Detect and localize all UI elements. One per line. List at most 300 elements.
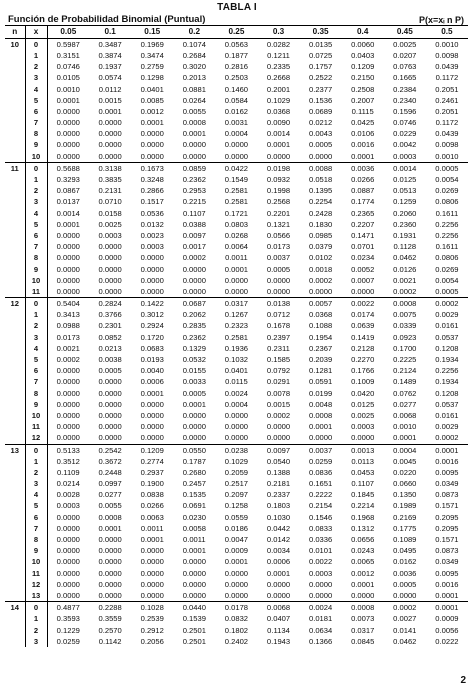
- cell-probability: 0.1539: [182, 614, 206, 624]
- cell-probability: 0.1989: [393, 501, 417, 511]
- cell-probability: 0.0887: [351, 186, 375, 196]
- cell-probability: 0.1998: [266, 186, 291, 196]
- cell-probability: 0.0000: [140, 568, 164, 578]
- cell-probability: 0.0379: [308, 242, 333, 252]
- cell-n: [5, 467, 25, 478]
- cell-probability: 0.0007: [351, 275, 375, 285]
- cell-probability: 0.0000: [98, 388, 122, 398]
- cell-probability: 0.0746: [56, 62, 80, 72]
- cell-probability: 0.0833: [308, 523, 333, 533]
- cell-probability: 0.0029: [435, 422, 459, 432]
- cell-probability: 0.0095: [435, 568, 459, 578]
- cell-probability: 0.0098: [435, 140, 459, 150]
- cell-x: 0: [25, 444, 47, 456]
- cell-probability: 0.0518: [308, 175, 333, 185]
- cell-probability: 0.0001: [426, 444, 468, 456]
- cell-n: [5, 354, 25, 365]
- cell-probability: 0.0439: [435, 129, 459, 139]
- cell-probability: 0.0401: [140, 84, 164, 94]
- cell-probability: 0.0000: [182, 275, 206, 285]
- cell-probability: 0.0004: [224, 399, 249, 409]
- cell-probability: 0.1029: [224, 456, 249, 466]
- cell-probability: 0.1787: [182, 456, 206, 466]
- cell-probability: 0.1774: [351, 197, 375, 207]
- table-row: [5, 456, 468, 467]
- cell-probability: 0.0000: [140, 286, 164, 296]
- cell-probability: 0.5133: [47, 444, 89, 456]
- cell-probability: 0.0045: [393, 456, 417, 466]
- cell-probability: 0.0000: [56, 106, 80, 116]
- cell-probability: 0.0000: [56, 568, 80, 578]
- cell-probability: 0.0000: [56, 140, 80, 150]
- cell-probability: 0.0000: [98, 557, 122, 567]
- cell-probability: 0.0025: [393, 39, 417, 49]
- cell-probability: 0.1535: [182, 490, 206, 500]
- cell-n: [5, 321, 25, 332]
- cell-probability: 0.0689: [308, 106, 333, 116]
- cell-probability: 0.0259: [56, 636, 80, 646]
- cell-probability: 0.0000: [98, 151, 122, 161]
- cell-probability: 0.0011: [225, 253, 248, 263]
- table-row: [5, 478, 468, 489]
- cell-x: 1: [25, 456, 47, 467]
- cell-probability: 0.0000: [56, 264, 80, 274]
- cell-probability: 0.3512: [56, 456, 80, 466]
- cell-probability: 0.0010: [435, 151, 459, 161]
- cell-probability: 0.0000: [140, 546, 164, 556]
- cell-probability: 0.0712: [266, 310, 291, 320]
- cell-probability: 0.0000: [56, 388, 80, 398]
- cell-probability: 0.0000: [98, 377, 122, 387]
- cell-probability: 0.0125: [393, 175, 417, 185]
- cell-probability: 0.1032: [224, 355, 249, 365]
- cell-probability: 0.0002: [426, 298, 468, 310]
- cell-n: [5, 286, 25, 298]
- cell-probability: 0.0005: [266, 264, 291, 274]
- cell-n: [5, 219, 25, 230]
- cell-probability: 0.0001: [182, 546, 206, 556]
- cell-x: 7: [25, 117, 47, 128]
- cell-probability: 0.0000: [98, 118, 122, 128]
- cell-probability: 0.1028: [131, 602, 173, 614]
- cell-probability: 0.2340: [393, 95, 417, 105]
- table-row: [5, 185, 468, 196]
- cell-probability: 0.0000: [140, 275, 164, 285]
- cell-probability: 0.0036: [342, 163, 384, 175]
- table-row: [5, 557, 468, 568]
- cell-probability: 0.0155: [182, 366, 206, 376]
- cell-probability: 0.0259: [308, 456, 333, 466]
- cell-probability: 0.1109: [56, 467, 80, 477]
- cell-n: [5, 490, 25, 501]
- cell-probability: 0.0001: [98, 106, 122, 116]
- table-row: [5, 174, 468, 185]
- cell-n: [5, 230, 25, 241]
- cell-probability: 0.3138: [89, 163, 131, 175]
- cell-probability: 0.0193: [140, 355, 164, 365]
- cell-probability: 0.2097: [224, 490, 249, 500]
- cell-probability: 0.0000: [266, 151, 291, 161]
- cell-probability: 0.2124: [393, 366, 417, 376]
- cell-probability: 0.2222: [308, 490, 333, 500]
- cell-probability: 0.0001: [98, 523, 122, 533]
- cell-x: 8: [25, 388, 47, 399]
- cell-probability: 0.1931: [393, 230, 417, 240]
- cell-probability: 0.0009: [435, 614, 459, 624]
- cell-probability: 0.0033: [182, 377, 206, 387]
- cell-probability: 0.1802: [224, 625, 249, 635]
- cell-probability: 0.1665: [393, 73, 417, 83]
- table-row: [5, 106, 468, 117]
- cell-probability: 0.2539: [140, 614, 164, 624]
- cell-probability: 0.0073: [351, 614, 375, 624]
- cell-probability: 0.1954: [308, 332, 333, 342]
- cell-probability: 0.0000: [56, 118, 80, 128]
- cell-probability: 0.2503: [224, 73, 249, 83]
- cell-probability: 0.3835: [98, 175, 122, 185]
- cell-probability: 0.0199: [308, 388, 333, 398]
- cell-probability: 0.0054: [435, 175, 459, 185]
- cell-probability: 0.0002: [308, 275, 333, 285]
- cell-probability: 0.0014: [266, 129, 291, 139]
- cell-probability: 0.2866: [140, 186, 164, 196]
- table-row: [5, 590, 468, 602]
- cell-probability: 0.0000: [98, 535, 122, 545]
- cell-x: 12: [25, 579, 47, 590]
- cell-probability: 0.0158: [98, 208, 122, 218]
- cell-x: 3: [25, 332, 47, 343]
- cell-n: [5, 545, 25, 556]
- cell-probability: 0.0000: [98, 253, 122, 263]
- cell-probability: 0.2568: [266, 197, 291, 207]
- cell-probability: 0.0000: [98, 590, 122, 600]
- cell-probability: 0.2461: [435, 95, 459, 105]
- cell-probability: 0.0162: [224, 106, 249, 116]
- cell-n: [5, 534, 25, 545]
- table-row: [5, 275, 468, 286]
- cell-n: [5, 264, 25, 275]
- cell-probability: 0.0349: [435, 557, 459, 567]
- table-row: [5, 84, 468, 95]
- cell-probability: 0.2013: [182, 73, 206, 83]
- table-row: [5, 545, 468, 556]
- cell-x: 4: [25, 490, 47, 501]
- cell-probability: 0.0017: [182, 242, 206, 252]
- cell-probability: 0.1757: [308, 62, 333, 72]
- cell-probability: 0.0806: [435, 253, 459, 263]
- cell-probability: 0.0000: [140, 410, 164, 420]
- cell-probability: 0.0132: [140, 219, 164, 229]
- cell-probability: 0.0125: [351, 399, 375, 409]
- cell-probability: 0.0836: [308, 467, 333, 477]
- cell-n: [5, 557, 25, 568]
- cell-probability: 0.2365: [351, 208, 375, 218]
- cell-x: 1: [25, 50, 47, 61]
- cell-n: [5, 241, 25, 252]
- cell-probability: 0.0000: [224, 140, 249, 150]
- cell-probability: 0.3487: [98, 39, 122, 49]
- cell-probability: 0.0634: [308, 625, 333, 635]
- cell-x: 5: [25, 501, 47, 512]
- cell-probability: 0.0213: [98, 343, 122, 353]
- table-row: [5, 399, 468, 410]
- cell-probability: 0.0002: [435, 433, 459, 443]
- cell-x: 7: [25, 523, 47, 534]
- cell-probability: 0.0003: [140, 242, 164, 252]
- table-row: [5, 467, 468, 478]
- cell-probability: 0.0057: [300, 298, 342, 310]
- cell-probability: 0.2816: [224, 62, 249, 72]
- cell-probability: 0.0339: [393, 321, 417, 331]
- cell-n: [5, 523, 25, 534]
- cell-probability: 0.0000: [224, 275, 249, 285]
- cell-probability: 0.0198: [257, 163, 299, 175]
- cell-probability: 0.0001: [266, 140, 291, 150]
- cell-probability: 0.0043: [308, 129, 333, 139]
- cell-probability: 0.0024: [300, 602, 342, 614]
- cell-probability: 0.0881: [182, 84, 206, 94]
- cell-probability: 0.5404: [47, 298, 89, 310]
- cell-probability: 0.0085: [140, 95, 164, 105]
- page-title: TABLA I: [217, 2, 257, 13]
- table-row: [5, 219, 468, 230]
- cell-probability: 0.0349: [435, 479, 459, 489]
- cell-probability: 0.2039: [308, 355, 333, 365]
- table-row: [5, 501, 468, 512]
- cell-x: 9: [25, 140, 47, 151]
- cell-probability: 0.0025: [98, 219, 122, 229]
- cell-probability: 0.1388: [266, 467, 291, 477]
- cell-probability: 0.2225: [393, 355, 417, 365]
- cell-n: [5, 399, 25, 410]
- cell-x: 10: [25, 275, 47, 286]
- cell-probability: 0.0060: [351, 39, 375, 49]
- cell-x: 1: [25, 614, 47, 625]
- cell-probability: 0.2835: [182, 321, 206, 331]
- column-header-x: x: [25, 26, 47, 39]
- cell-probability: 0.0042: [393, 140, 417, 150]
- cell-probability: 0.0683: [140, 343, 164, 353]
- cell-probability: 0.1107: [182, 208, 206, 218]
- cell-probability: 0.0078: [266, 388, 291, 398]
- cell-x: 3: [25, 197, 47, 208]
- cell-probability: 0.0178: [215, 602, 257, 614]
- cell-probability: 0.0000: [182, 151, 206, 161]
- table-row: [5, 140, 468, 151]
- cell-n: [5, 410, 25, 421]
- cell-probability: 0.2384: [393, 84, 417, 94]
- cell-probability: 0.0052: [351, 264, 375, 274]
- cell-probability: 0.0000: [140, 557, 164, 567]
- cell-probability: 0.0317: [351, 625, 375, 635]
- cell-n: [5, 151, 25, 163]
- cell-probability: 0.0000: [98, 422, 122, 432]
- cell-probability: 0.0161: [435, 410, 459, 420]
- column-header-p: 0.5: [426, 26, 468, 39]
- cell-probability: 0.0001: [435, 590, 459, 600]
- cell-probability: 0.0010: [435, 39, 459, 49]
- cell-x: 8: [25, 253, 47, 264]
- cell-x: 13: [25, 590, 47, 602]
- cell-probability: 0.0566: [266, 230, 291, 240]
- cell-x: 11: [25, 286, 47, 298]
- cell-probability: 0.0269: [435, 186, 459, 196]
- cell-probability: 0.2680: [182, 467, 206, 477]
- cell-probability: 0.2362: [182, 332, 206, 342]
- cell-probability: 0.2095: [435, 512, 459, 522]
- cell-probability: 0.0000: [140, 422, 164, 432]
- cell-probability: 0.0000: [56, 377, 80, 387]
- cell-probability: 0.0000: [182, 433, 206, 443]
- cell-probability: 0.2214: [351, 501, 375, 511]
- cell-n: [5, 129, 25, 140]
- cell-probability: 0.0000: [182, 590, 206, 600]
- cell-probability: 0.2056: [140, 636, 164, 646]
- cell-probability: 0.0055: [98, 501, 122, 511]
- cell-probability: 0.0000: [98, 242, 122, 252]
- cell-probability: 0.0008: [342, 602, 384, 614]
- cell-probability: 0.1321: [266, 219, 291, 229]
- cell-probability: 0.2377: [308, 84, 333, 94]
- cell-n: [5, 197, 25, 208]
- cell-probability: 0.0000: [308, 433, 333, 443]
- cell-probability: 0.3293: [56, 175, 80, 185]
- cell-probability: 0.0000: [98, 433, 122, 443]
- cell-probability: 0.0000: [182, 264, 206, 274]
- cell-probability: 0.0102: [308, 253, 333, 263]
- cell-probability: 0.2668: [266, 73, 291, 83]
- table-body: [5, 39, 468, 648]
- cell-probability: 0.3593: [56, 614, 80, 624]
- cell-x: 9: [25, 545, 47, 556]
- binomial-table: [5, 25, 468, 647]
- cell-probability: 0.0005: [435, 286, 459, 296]
- cell-probability: 0.0063: [140, 512, 164, 522]
- cell-x: 4: [25, 84, 47, 95]
- cell-probability: 0.0001: [426, 602, 468, 614]
- cell-probability: 0.0453: [351, 467, 375, 477]
- cell-probability: 0.0214: [56, 479, 80, 489]
- cell-probability: 0.2953: [182, 186, 206, 196]
- cell-probability: 0.1489: [393, 377, 417, 387]
- cell-probability: 0.0867: [56, 186, 80, 196]
- cell-probability: 0.1395: [308, 186, 333, 196]
- cell-n: [5, 614, 25, 625]
- cell-x: 10: [25, 151, 47, 163]
- cell-probability: 0.2201: [266, 208, 291, 218]
- cell-n: 13: [5, 444, 25, 456]
- cell-n: [5, 365, 25, 376]
- cell-probability: 0.1700: [393, 343, 417, 353]
- cell-probability: 0.0997: [98, 479, 122, 489]
- table-row: [5, 602, 468, 614]
- cell-probability: 0.0639: [351, 321, 375, 331]
- cell-probability: 0.0000: [56, 151, 80, 161]
- column-header-p: 0.4: [342, 26, 384, 39]
- cell-probability: 0.0420: [351, 388, 375, 398]
- cell-probability: 0.0040: [140, 366, 164, 376]
- cell-probability: 0.1029: [266, 95, 291, 105]
- cell-x: 6: [25, 365, 47, 376]
- cell-probability: 0.1074: [182, 39, 206, 49]
- cell-n: [5, 590, 25, 602]
- cell-n: [5, 625, 25, 636]
- cell-probability: 0.0803: [224, 219, 249, 229]
- cell-probability: 0.0181: [308, 614, 333, 624]
- cell-x: 5: [25, 95, 47, 106]
- cell-probability: 0.0021: [393, 275, 417, 285]
- cell-probability: 0.0000: [224, 579, 249, 589]
- cell-probability: 0.0023: [140, 230, 164, 240]
- cell-probability: 0.0000: [266, 275, 291, 285]
- cell-probability: 0.0222: [435, 636, 459, 646]
- cell-probability: 0.3248: [140, 175, 164, 185]
- cell-probability: 0.0014: [384, 163, 426, 175]
- cell-probability: 0.2402: [224, 636, 249, 646]
- cell-probability: 0.0532: [182, 355, 206, 365]
- cell-probability: 0.0932: [266, 175, 291, 185]
- cell-probability: 0.3020: [182, 62, 206, 72]
- cell-n: [5, 253, 25, 264]
- cell-probability: 0.2501: [182, 625, 206, 635]
- cell-probability: 0.0230: [182, 512, 206, 522]
- cell-probability: 0.2215: [182, 197, 206, 207]
- cell-probability: 0.0000: [351, 286, 375, 296]
- cell-probability: 0.0009: [224, 546, 249, 556]
- cell-probability: 0.3672: [98, 456, 122, 466]
- cell-probability: 0.2128: [351, 343, 375, 353]
- cell-probability: 0.0008: [308, 410, 333, 420]
- cell-probability: 0.2001: [266, 84, 291, 94]
- cell-probability: 0.0495: [393, 546, 417, 556]
- cell-probability: 0.0003: [56, 501, 80, 511]
- cell-probability: 0.0000: [56, 399, 80, 409]
- cell-x: 0: [25, 39, 47, 51]
- cell-probability: 0.0439: [435, 62, 459, 72]
- cell-probability: 0.0161: [435, 321, 459, 331]
- cell-probability: 0.2581: [224, 197, 249, 207]
- cell-probability: 0.0336: [308, 535, 333, 545]
- cell-probability: 0.0015: [98, 95, 122, 105]
- cell-probability: 0.0008: [384, 298, 426, 310]
- cell-probability: 0.1546: [308, 512, 333, 522]
- cell-probability: 0.0537: [435, 399, 459, 409]
- cell-probability: 0.0047: [224, 535, 249, 545]
- table-row: [5, 365, 468, 376]
- cell-probability: 0.1651: [308, 479, 333, 489]
- cell-probability: 0.0012: [140, 106, 164, 116]
- cell-probability: 0.1611: [435, 242, 459, 252]
- cell-probability: 0.0173: [56, 332, 80, 342]
- cell-probability: 0.1366: [308, 636, 333, 646]
- cell-probability: 0.0101: [308, 546, 333, 556]
- cell-probability: 0.0000: [98, 140, 122, 150]
- cell-n: [5, 95, 25, 106]
- cell-probability: 0.1596: [393, 106, 417, 116]
- cell-n: [5, 50, 25, 61]
- cell-probability: 0.0725: [308, 50, 333, 60]
- cell-probability: 0.1968: [351, 512, 375, 522]
- cell-probability: 0.0174: [351, 310, 375, 320]
- cell-probability: 0.0021: [56, 343, 80, 353]
- cell-probability: 0.1585: [266, 355, 291, 365]
- cell-probability: 0.1936: [224, 343, 249, 353]
- cell-probability: 0.0000: [224, 422, 249, 432]
- cell-probability: 0.0000: [98, 410, 122, 420]
- cell-probability: 0.1298: [140, 73, 164, 83]
- cell-probability: 0.1030: [266, 512, 291, 522]
- table-row: [5, 208, 468, 219]
